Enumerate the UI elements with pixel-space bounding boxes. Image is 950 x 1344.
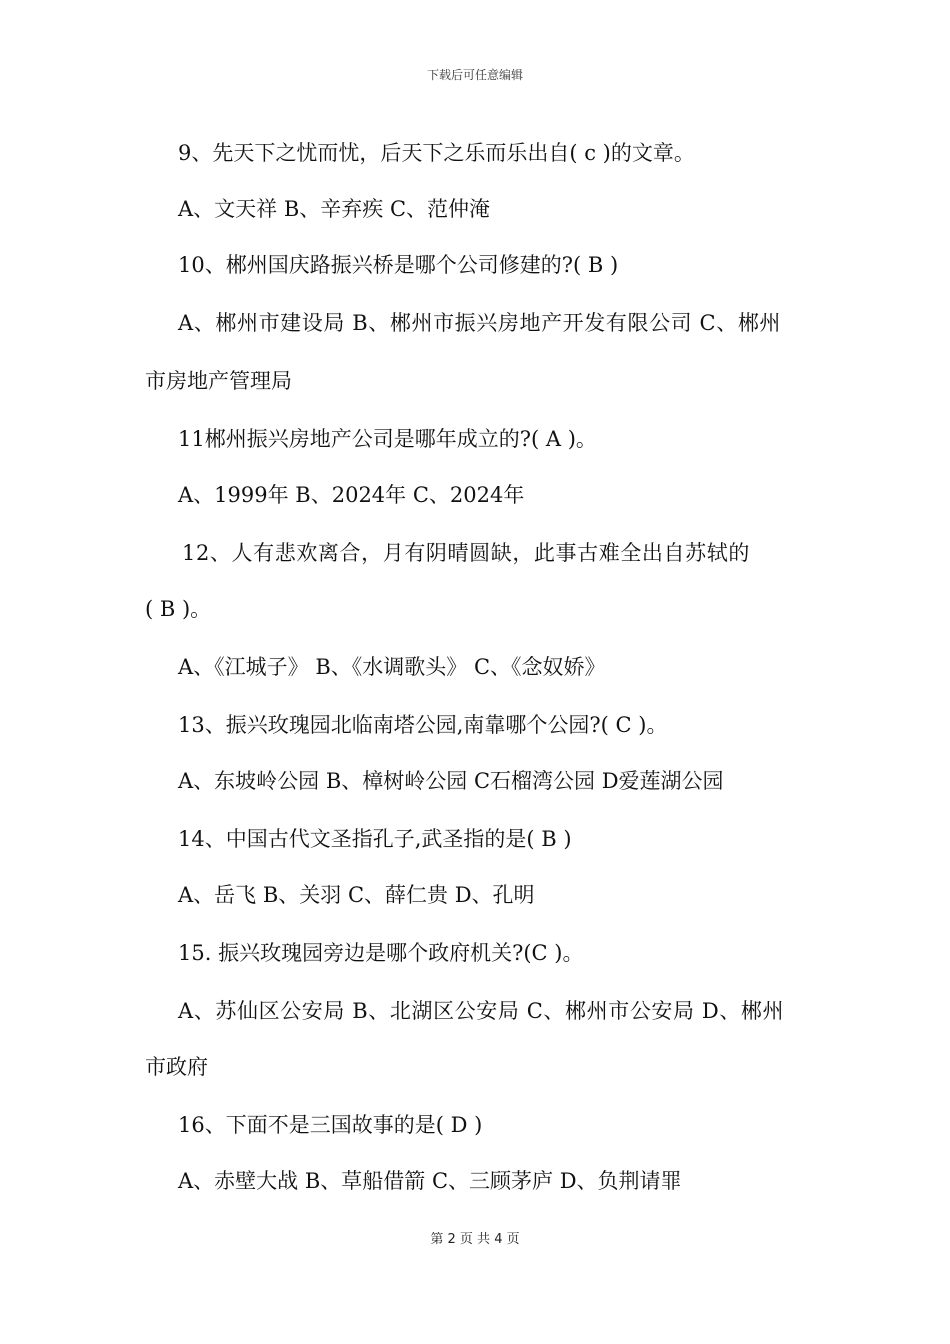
question-12-line-1: 12、人有悲欢离合，月有阴晴圆缺，此事古难全出自苏轼的 <box>182 541 750 565</box>
question-16: 16、下面不是三国故事的是( D ) <box>178 1113 483 1137</box>
options-13: A、东坡岭公园 B、樟树岭公园 C石榴湾公园 D爱莲湖公园 <box>178 769 724 793</box>
question-15: 15. 振兴玫瑰园旁边是哪个政府机关?(C )。 <box>178 941 584 965</box>
options-10-line-1: A、郴州市建设局 B、郴州市振兴房地产开发有限公司 C、郴州 <box>178 311 782 335</box>
question-14: 14、中国古代文圣指孔子,武圣指的是( B ) <box>178 827 572 851</box>
options-15-line-1: A、苏仙区公安局 B、北湖区公安局 C、郴州市公安局 D、郴州 <box>178 999 785 1023</box>
question-10: 10、郴州国庆路振兴桥是哪个公司修建的?( B ) <box>178 253 619 277</box>
page-footer: 第 2 页 共 4 页 <box>430 1232 520 1247</box>
question-13: 13、振兴玫瑰园北临南塔公园,南靠哪个公园?( C )。 <box>178 713 668 737</box>
options-11: A、1999年 B、2024年 C、2024年 <box>178 483 525 507</box>
options-15-line-2: 市政府 <box>145 1055 208 1079</box>
options-16: A、赤壁大战 B、草船借箭 C、三顾茅庐 D、负荆请罪 <box>178 1169 682 1193</box>
page-header: 下载后可任意编辑 <box>426 68 523 82</box>
question-11: 11郴州振兴房地产公司是哪年成立的?( A )。 <box>178 427 597 451</box>
question-12-line-2: ( B )。 <box>145 597 212 621</box>
question-9: 9、先天下之忧而忧，后天下之乐而乐出自( c )的文章。 <box>178 141 695 165</box>
options-10-line-2: 市房地产管理局 <box>145 369 292 393</box>
options-12: A、《江城子》 B、《水调歌头》 C、《念奴娇》 <box>178 655 606 679</box>
options-9: A、文天祥 B、辛弃疾 C、范仲淹 <box>178 197 491 221</box>
options-14: A、岳飞 B、关羽 C、薛仁贵 D、孔明 <box>178 883 535 907</box>
